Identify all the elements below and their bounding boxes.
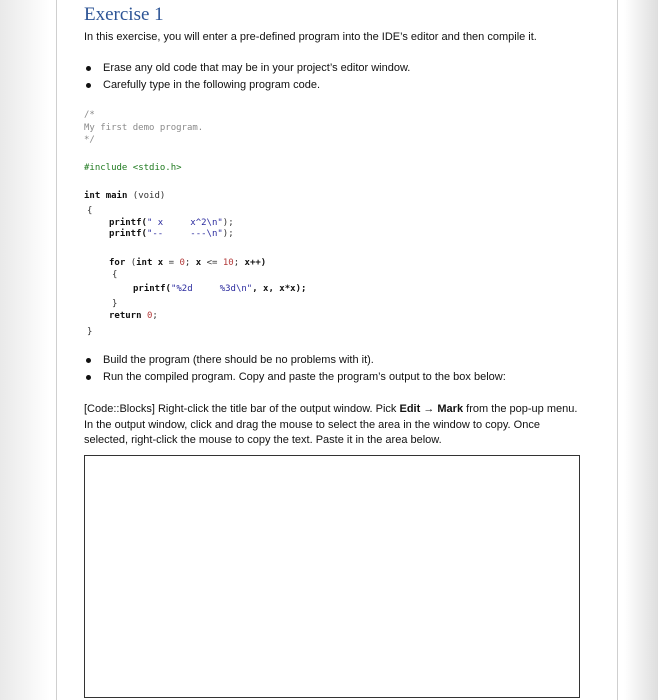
bullet-icon bbox=[86, 358, 91, 363]
code-printf2-line bbox=[109, 229, 234, 240]
code-main-params: (void) bbox=[132, 191, 166, 201]
code-include-line bbox=[84, 163, 182, 174]
code-for-incr: x++) bbox=[244, 258, 267, 268]
code-printf1-line bbox=[109, 218, 234, 229]
list-item bbox=[84, 77, 410, 94]
arrow-right-icon: → bbox=[423, 403, 435, 415]
exercise-title: Exercise 1 bbox=[84, 4, 164, 25]
instructions-mark: Mark bbox=[437, 403, 464, 415]
code-for-init-var: x bbox=[157, 258, 164, 268]
steps-before-list bbox=[84, 60, 410, 94]
list-item bbox=[84, 369, 506, 386]
page-shadow-right bbox=[624, 0, 658, 700]
code-main-name: main bbox=[105, 191, 128, 201]
bullet-icon bbox=[86, 66, 91, 71]
code-comment-close: */ bbox=[84, 135, 95, 145]
codeblocks-instructions bbox=[84, 402, 584, 449]
code-main-type: int bbox=[84, 191, 101, 201]
code-for-cond-op: <= bbox=[206, 258, 218, 268]
code-for-open: ( bbox=[130, 258, 137, 268]
bullet-icon bbox=[86, 375, 91, 380]
code-printf3-line bbox=[133, 284, 306, 295]
step-text: Erase any old code that may be in your project’s editor window. bbox=[103, 62, 411, 74]
page-edge-left bbox=[56, 0, 57, 700]
exercise-intro: In this exercise, you will enter a pre-defined program into the IDE’s editor and then compile it. bbox=[84, 31, 537, 43]
step-text: Carefully type in the following program code. bbox=[103, 79, 321, 91]
code-printf2-end: ); bbox=[222, 229, 234, 239]
page-shadow-left bbox=[0, 0, 50, 700]
code-printf1-str: " x x^2\n" bbox=[146, 218, 223, 228]
code-printf3-fn: printf( bbox=[133, 284, 171, 294]
code-printf2-str: "-- ---\n" bbox=[146, 229, 223, 239]
list-item bbox=[84, 352, 506, 369]
instructions-suffix: from the pop-up menu. In the output window, click and drag the mouse to select the area in the window to copy. Once selected, right-click the mouse to copy the text. Paste it in the area below. bbox=[84, 403, 578, 446]
code-inner-close-brace: } bbox=[112, 299, 118, 309]
step-text: Run the compiled program. Copy and paste the program’s output to the box below: bbox=[103, 371, 506, 383]
code-for-cond-var: x bbox=[195, 258, 202, 268]
code-for-int: int bbox=[136, 258, 153, 268]
code-open-brace: { bbox=[87, 206, 93, 216]
code-printf1-end: ); bbox=[222, 218, 234, 228]
code-for-sep2: ; bbox=[233, 258, 240, 268]
code-for-init-val: 0 bbox=[179, 258, 185, 268]
code-include-header: <stdio.h> bbox=[132, 163, 182, 173]
code-return-keyword: return bbox=[109, 311, 142, 321]
list-item bbox=[84, 60, 410, 77]
bullet-icon bbox=[86, 83, 91, 88]
code-printf2-fn: printf( bbox=[109, 229, 147, 239]
code-comment-text: My first demo program. bbox=[84, 123, 204, 133]
code-main-line bbox=[84, 191, 165, 202]
instructions-prefix: [Code::Blocks] Right-click the title bar of the output window. Pick bbox=[84, 403, 400, 415]
code-for-sep1: ; bbox=[184, 258, 191, 268]
code-printf1-fn: printf( bbox=[109, 218, 147, 228]
code-return-val: 0 bbox=[146, 311, 153, 321]
steps-after-list bbox=[84, 352, 506, 386]
code-for-cond-val: 10 bbox=[222, 258, 234, 268]
code-inner-open-brace: { bbox=[112, 270, 118, 280]
code-include-directive: #include bbox=[84, 163, 128, 173]
step-text: Build the program (there should be no problems with it). bbox=[103, 354, 374, 366]
code-close-brace: } bbox=[87, 327, 93, 337]
page-edge-right bbox=[617, 0, 618, 700]
output-answer-box[interactable] bbox=[84, 455, 580, 698]
code-comment-open: /* bbox=[84, 110, 95, 120]
code-for-keyword: for bbox=[109, 258, 126, 268]
code-printf3-args: , x, x*x); bbox=[252, 284, 307, 294]
code-listing bbox=[84, 110, 307, 352]
instructions-edit: Edit bbox=[399, 403, 421, 415]
code-for-line bbox=[109, 258, 266, 269]
code-printf3-str: "%2d %3d\n" bbox=[170, 284, 253, 294]
code-return-end: ; bbox=[152, 311, 158, 321]
code-for-assign: = bbox=[168, 258, 175, 268]
code-return-line bbox=[109, 311, 158, 322]
